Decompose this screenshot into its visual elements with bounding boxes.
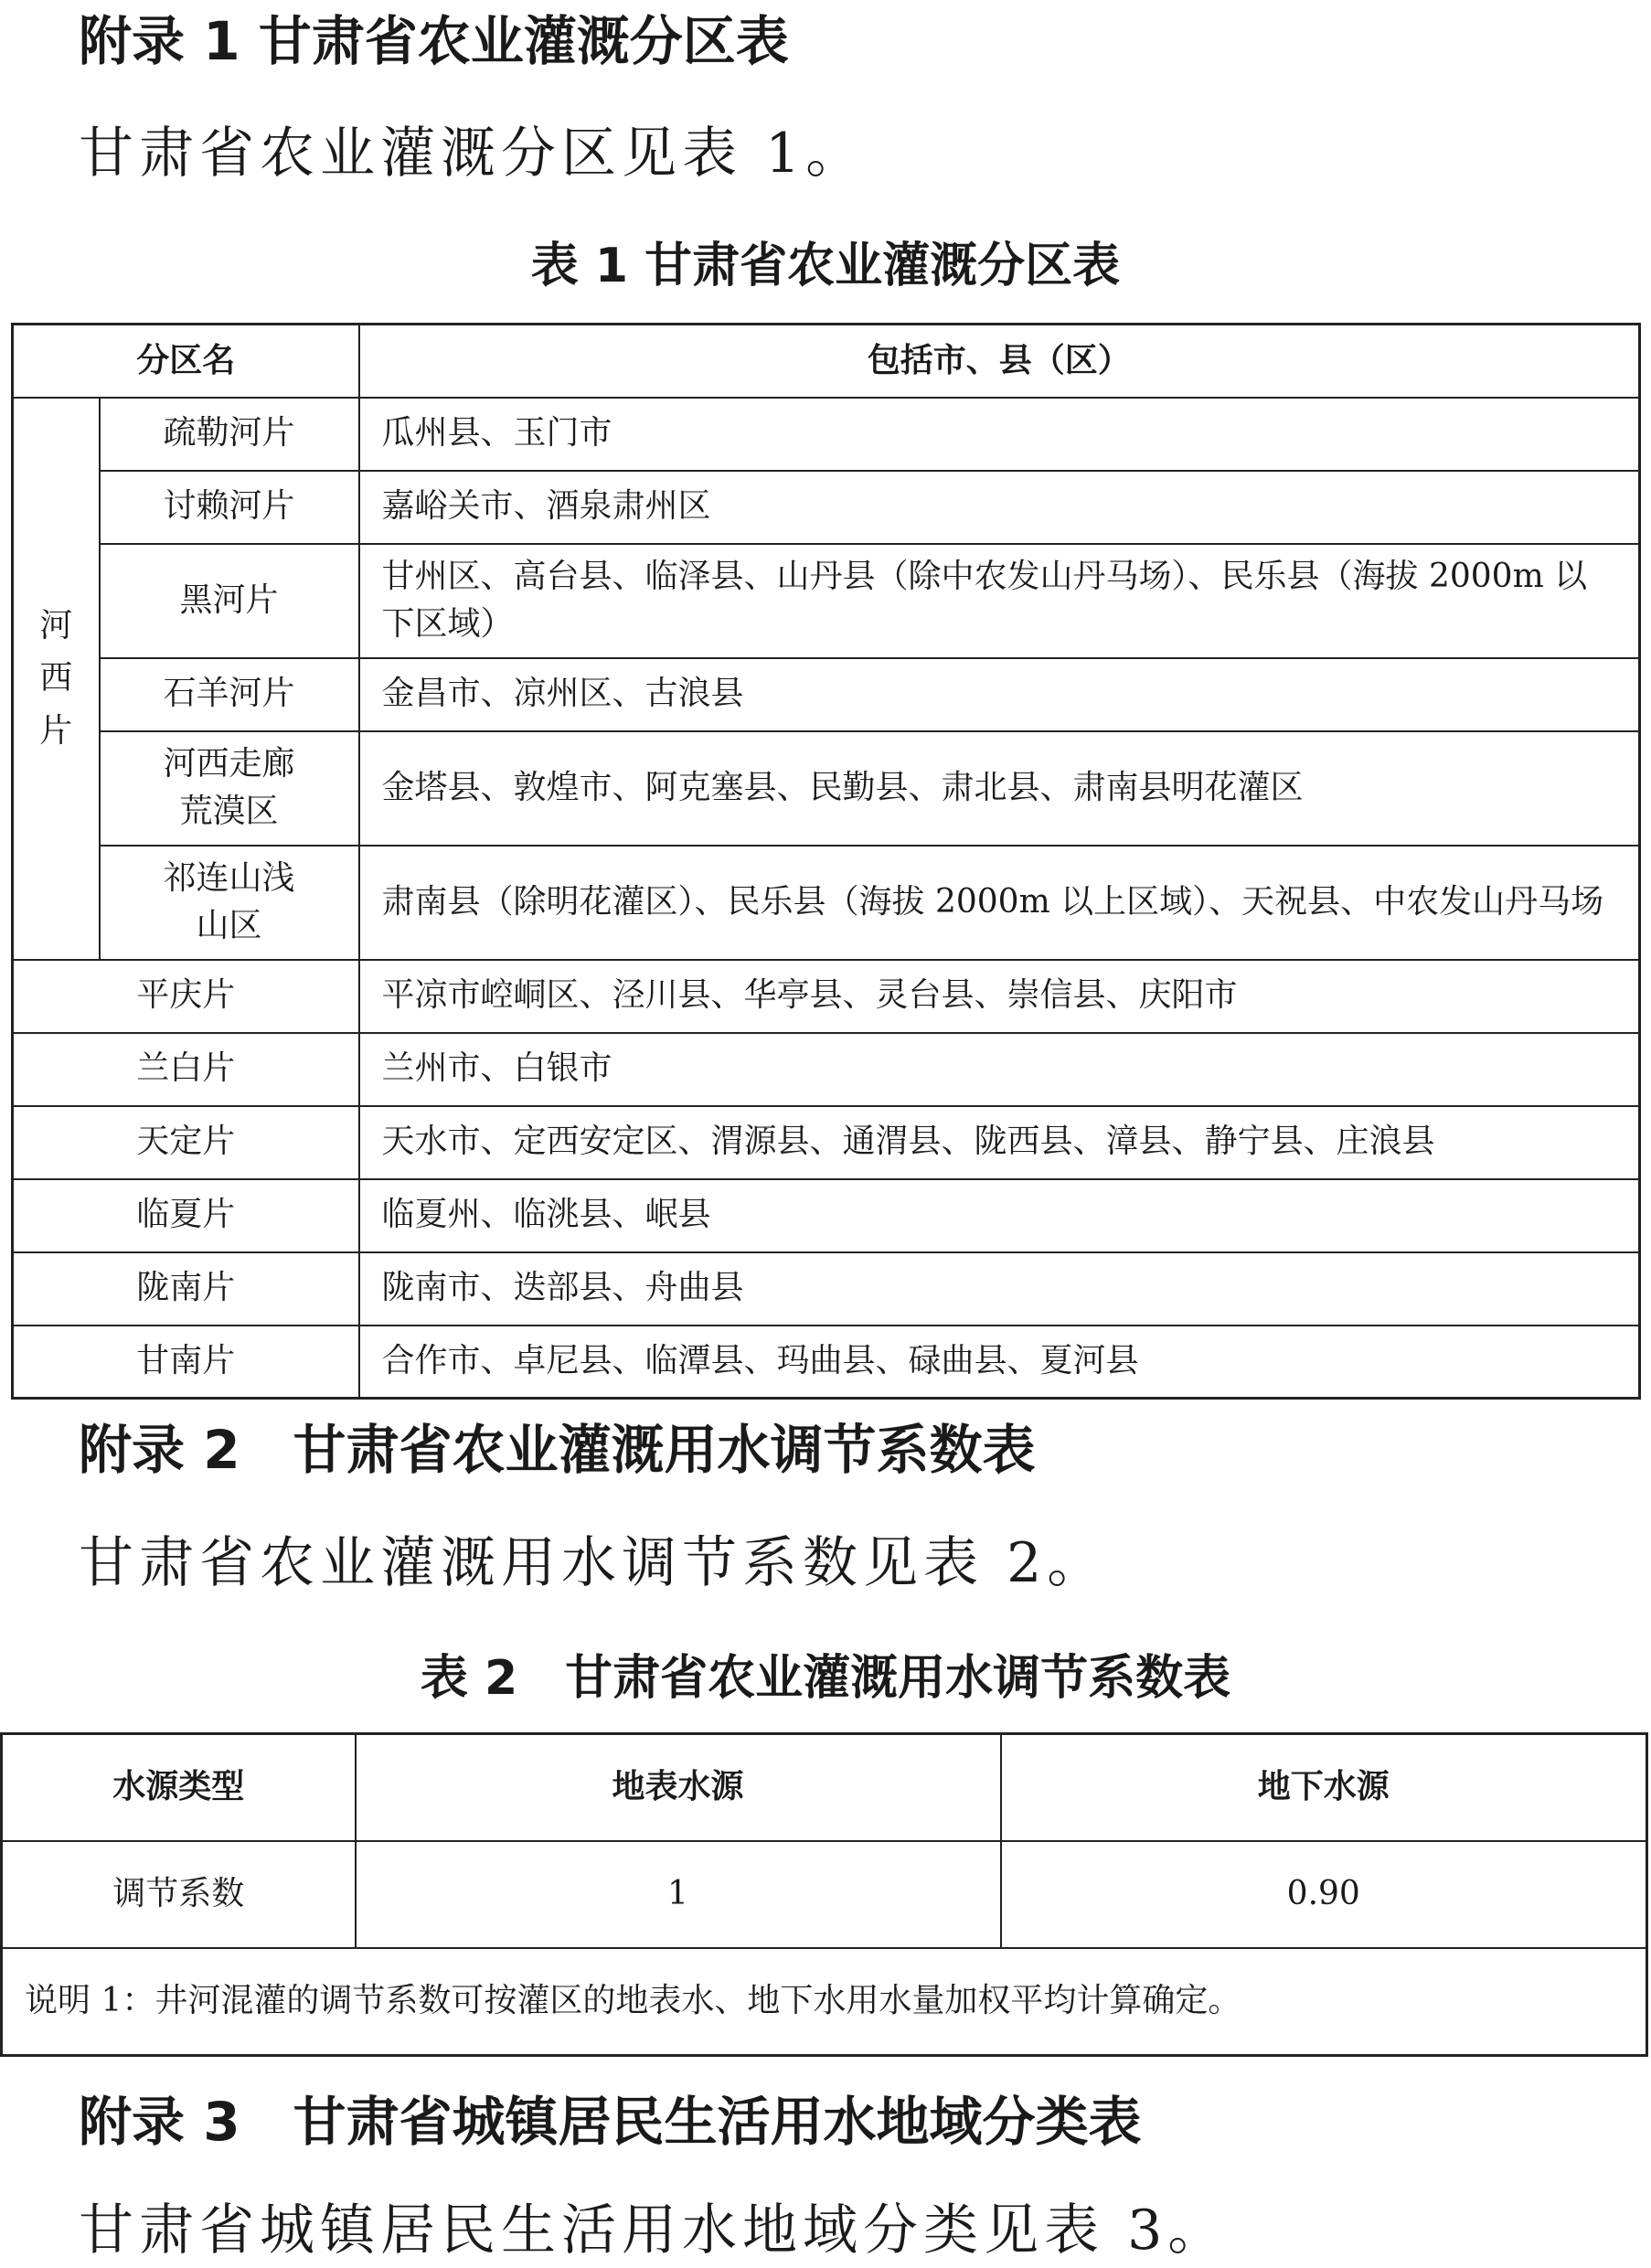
table-row: [13, 846, 1640, 960]
table-row: [13, 1179, 1640, 1252]
zone-name: 疏勒河片: [100, 398, 359, 471]
zone-areas: 临夏州、临洮县、岷县: [359, 1179, 1640, 1252]
zone-areas: 平凉市崆峒区、泾川县、华亭县、灵台县、崇信县、庆阳市: [359, 960, 1640, 1033]
zone-name: 石羊河片: [100, 658, 359, 731]
zone-name: 讨赖河片: [100, 471, 359, 544]
zone-name: 河西走廊荒漠区: [100, 731, 359, 846]
zone-areas: 肃南县（除明花灌区）、民乐县（海拔 2000m 以上区域）、天祝县、中农发山丹马场: [359, 846, 1640, 960]
appendix-3-heading: 附录 3 甘肃省城镇居民生活用水地域分类表: [79, 2091, 1142, 2153]
table-row: [13, 731, 1640, 846]
zone-name: 平庆片: [13, 960, 359, 1033]
zone-areas: 合作市、卓尼县、临潭县、玛曲县、碌曲县、夏河县: [359, 1326, 1640, 1399]
table-row: [13, 1252, 1640, 1326]
groundwater-value: 0.90: [1001, 1841, 1647, 1948]
table-row: [13, 1326, 1640, 1399]
table-2-caption: 表 2 甘肃省农业灌溉用水调节系数表: [420, 1651, 1231, 1706]
zone-name: 天定片: [13, 1106, 359, 1179]
zone-areas: 陇南市、迭部县、舟曲县: [359, 1252, 1640, 1326]
table-note-row: [2, 1948, 1647, 2056]
table-row: [13, 544, 1640, 658]
table-row: [13, 1033, 1640, 1106]
adjustment-coefficient-table: [0, 1732, 1648, 2057]
zone-areas: 嘉峪关市、酒泉肃州区: [359, 471, 1640, 544]
table-row: [2, 1841, 1647, 1948]
zone-areas: 金昌市、凉州区、古浪县: [359, 658, 1640, 731]
zone-areas: 金塔县、敦煌市、阿克塞县、民勤县、肃北县、肃南县明花灌区: [359, 731, 1640, 846]
table-header-row: [13, 325, 1640, 398]
header-groundwater: 地下水源: [1001, 1734, 1647, 1841]
irrigation-zone-table: [11, 323, 1641, 1400]
table-note: 说明 1：井河混灌的调节系数可按灌区的地表水、地下水用水量加权平均计算确定。: [2, 1948, 1647, 2056]
zone-name: 兰白片: [13, 1033, 359, 1106]
zone-name: 黑河片: [100, 544, 359, 658]
table-1-caption: 表 1 甘肃省农业灌溉分区表: [530, 239, 1121, 293]
surface-water-value: 1: [356, 1841, 1001, 1948]
zone-name: 陇南片: [13, 1252, 359, 1326]
header-surface-water: 地表水源: [356, 1734, 1001, 1841]
zone-name: 甘南片: [13, 1326, 359, 1399]
appendix-1-heading: 附录 1 甘肃省农业灌溉分区表: [79, 10, 789, 72]
header-water-source-type: 水源类型: [2, 1734, 356, 1841]
appendix-1-intro: 甘肃省农业灌溉分区见表 1。: [79, 122, 867, 186]
table-header-row: [2, 1734, 1647, 1841]
header-included-areas: 包括市、县（区）: [359, 325, 1640, 398]
zone-name: 祁连山浅山区: [100, 846, 359, 960]
row-label: 调节系数: [2, 1841, 356, 1948]
zone-areas: 甘州区、高台县、临泽县、山丹县（除中农发山丹马场）、民乐县（海拔 2000m 以下区域）: [359, 544, 1640, 658]
table-row: [13, 658, 1640, 731]
table-row: [13, 471, 1640, 544]
zone-areas: 天水市、定西安定区、渭源县、通渭县、陇西县、漳县、静宁县、庄浪县: [359, 1106, 1640, 1179]
appendix-2-heading: 附录 2 甘肃省农业灌溉用水调节系数表: [79, 1419, 1036, 1481]
region-group-label: 河 西 片: [13, 398, 100, 960]
table-row: [13, 960, 1640, 1033]
table-row: [13, 1106, 1640, 1179]
appendix-2-intro: 甘肃省农业灌溉用水调节系数见表 2。: [79, 1531, 1108, 1595]
table-row: [13, 398, 1640, 471]
zone-areas: 兰州市、白银市: [359, 1033, 1640, 1106]
header-zone-name: 分区名: [13, 325, 359, 398]
zone-areas: 瓜州县、玉门市: [359, 398, 1640, 471]
appendix-3-intro: 甘肃省城镇居民生活用水地域分类见表 3。: [79, 2199, 1229, 2263]
zone-name: 临夏片: [13, 1179, 359, 1252]
